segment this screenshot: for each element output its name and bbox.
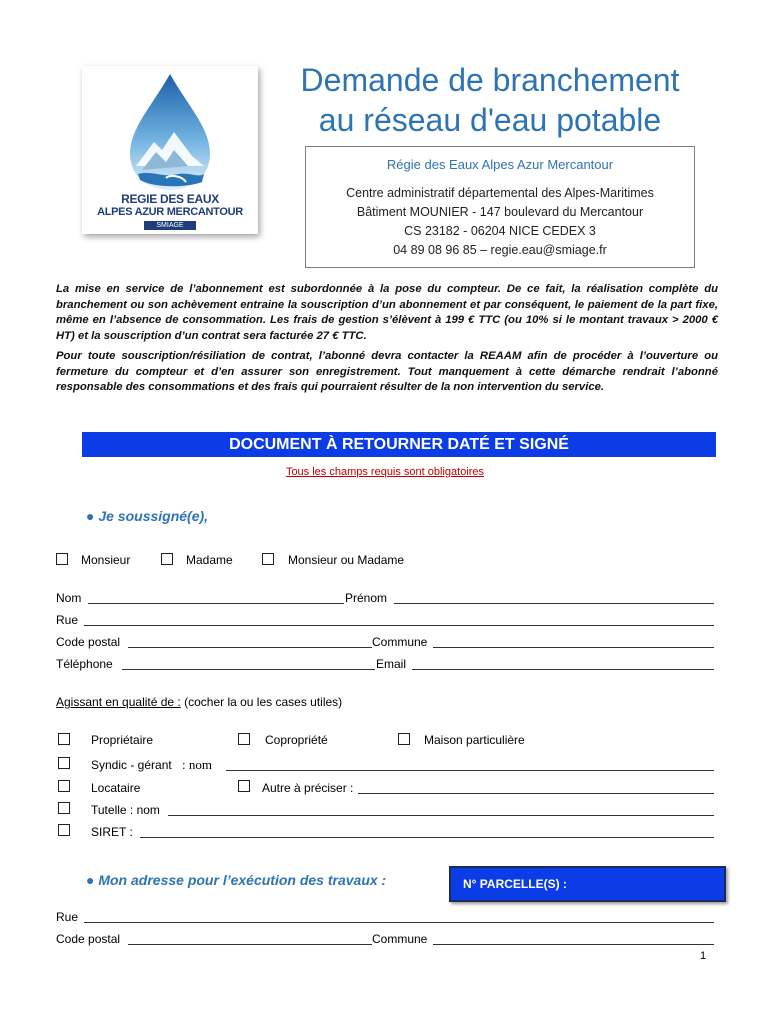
label-prenom: Prénom [345,591,388,605]
contact-box [305,146,695,268]
contact-line3: CS 23182 - 06204 NICE CEDEX 3 [404,224,596,238]
input-telephone[interactable] [122,657,375,670]
label-copropriete: Copropriété [265,733,328,747]
label-locataire: Locataire [91,781,141,795]
parcel-number-box[interactable]: N° PARCELLE(S) : [449,866,726,902]
checkbox-madame[interactable] [161,553,173,565]
qualite-heading [56,695,342,709]
label-code-postal-travaux: Code postal [56,932,121,946]
label-syndic: Syndic - gérant [91,758,172,772]
checkbox-autre[interactable] [238,780,250,792]
page-number: 1 [700,950,707,962]
title-line2: au réseau d'eau potable [318,102,662,138]
input-autre[interactable] [358,781,714,794]
label-proprietaire: Propriétaire [91,733,154,747]
logo-text-line2: ALPES AZUR MERCANTOUR [97,206,243,218]
input-siret[interactable] [140,825,714,838]
contact-line1: Centre administratif départemental des Alpes-Maritimes [346,186,654,200]
section-soussigne: ● Je soussigné(e), [86,508,209,524]
intro-paragraph-1: La mise en service de l’abonnement est subordonnée à la pose du compteur. De ce fait, la réalisation complète du branchement ou son achèvement entraine la souscription d’un abonnement et par conséquent, le paiement de la part fixe, même en l’absence de consommation. Les frais de gestion s’élèvent à 199 € TTC (ou 10% si le montant travaux > 2000 € HT) et la souscription d’un contrat sera facturée 27 € TTC. [56,283,718,342]
checkbox-tutelle[interactable] [58,802,70,814]
logo-text-line1: REGIE DES EAUX [121,192,219,206]
required-note: Tous les champs requis sont obligatoires [285,466,485,478]
label-rue-travaux: Rue [56,910,79,924]
label-siret: SIRET : [91,825,133,839]
logo-text-line3: SMIAGE [144,221,196,230]
checkbox-locataire[interactable] [58,780,70,792]
contact-line2: Bâtiment MOUNIER - 147 boulevard du Mercantour [356,205,644,219]
contact-org: Régie des Eaux Alpes Azur Mercantour [386,157,614,172]
input-rue-travaux[interactable] [84,910,714,923]
checkbox-monsieur[interactable] [56,553,68,565]
label-commune-travaux: Commune [372,932,428,946]
input-email[interactable] [412,657,714,670]
return-banner: DOCUMENT À RETOURNER DATÉ ET SIGNÉ [82,432,716,457]
title-line1: Demande de branchement [300,62,680,98]
label-email: Email [376,657,407,671]
label-commune: Commune [372,635,428,649]
input-commune[interactable] [433,635,714,648]
checkbox-syndic[interactable] [58,757,70,769]
label-monsieur-ou-madame: Monsieur ou Madame [288,553,405,567]
page-title [270,60,710,140]
label-tutelle: Tutelle : nom [91,803,160,817]
intro-paragraph-2: Pour toute souscription/résiliation de contrat, l’abonné devra contacter la REAAM afin de procéder à l’ouverture ou fermeture du compteur et d’en assurer son enregistrement. Tout manquement à cette démarche rendrait l’abonné responsable des consommations et des frais qui pourraient résulter de la non intervention du service. [56,350,718,393]
input-rue[interactable] [84,613,714,626]
label-syndic-nom: : nom [182,757,212,772]
label-nom: Nom [56,591,82,605]
checkbox-copropriete[interactable] [238,733,250,745]
input-code-postal-travaux[interactable] [128,932,372,945]
qualite-label: Agissant en qualité de : [56,695,181,709]
regie-logo [82,66,258,234]
section-adresse-travaux: ● Mon adresse pour l’exécution des travaux : [86,872,387,888]
input-prenom[interactable] [394,591,714,604]
input-tutelle[interactable] [168,803,714,816]
input-commune-travaux[interactable] [433,932,714,945]
label-autre: Autre à préciser : [262,781,354,795]
label-code-postal: Code postal [56,635,121,649]
input-code-postal[interactable] [128,635,372,648]
label-rue: Rue [56,613,79,627]
label-telephone: Téléphone [56,657,113,671]
label-madame: Madame [186,553,233,567]
input-syndic-nom[interactable] [226,758,714,771]
checkbox-proprietaire[interactable] [58,733,70,745]
checkbox-maison-particuliere[interactable] [398,733,410,745]
checkbox-monsieur-ou-madame[interactable] [262,553,274,565]
contact-line4: 04 89 08 96 85 – regie.eau@smiage.fr [393,243,607,257]
qualite-hint: (cocher la ou les cases utiles) [180,695,343,709]
checkbox-siret[interactable] [58,824,70,836]
label-monsieur: Monsieur [81,553,131,567]
label-maison-particuliere: Maison particulière [424,733,525,747]
input-nom[interactable] [88,591,344,604]
